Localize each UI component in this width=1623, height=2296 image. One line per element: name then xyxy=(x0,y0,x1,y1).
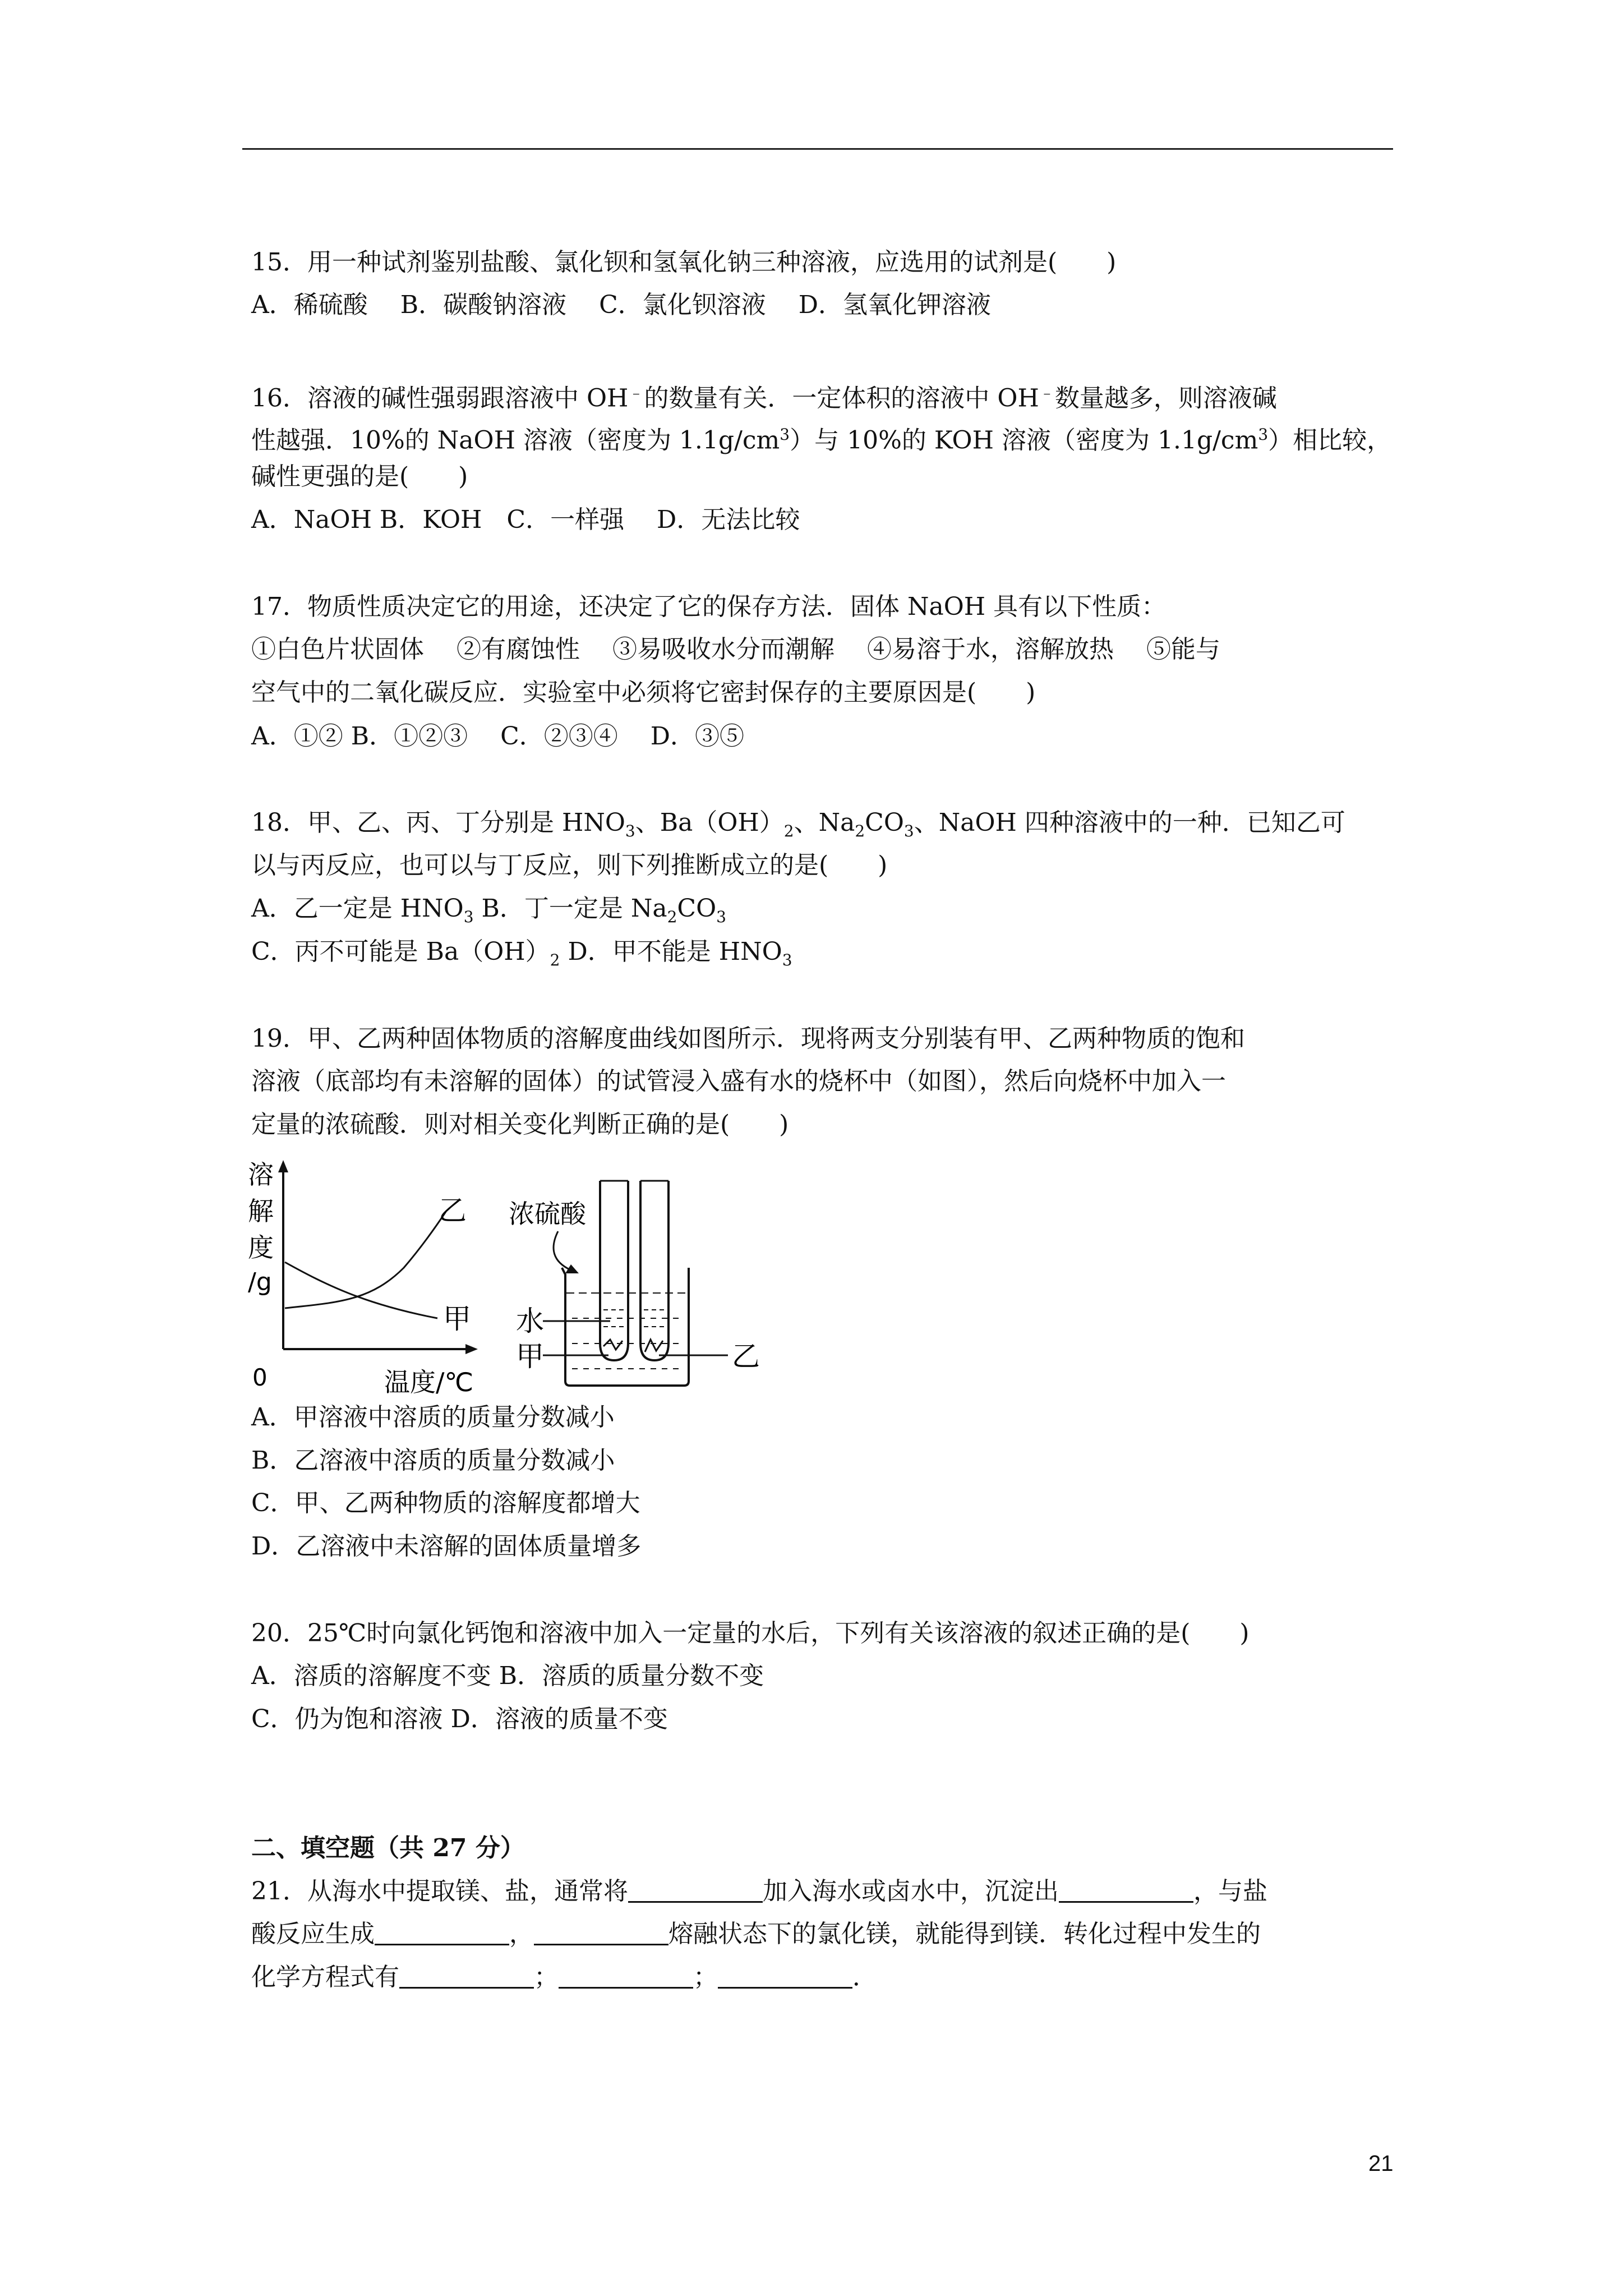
q19-line3: 定量的浓硫酸．则对相关变化判断正确的是( ) xyxy=(251,1110,789,1139)
q19-line2: 溶液（底部均有未溶解的固体）的试管浸入盛有水的烧杯中（如图），然后向烧杯中加入一 xyxy=(251,1067,1226,1096)
q18-line1: 18．甲、乙、丙、丁分别是 $HNO_3$、$Ba(OH)_2$、$Na_2CO_3$、NaOH 四种溶液中的一种．已知乙可 xyxy=(251,808,1345,840)
y-axis-arrow xyxy=(278,1160,288,1172)
q18-options-cd: C．丙不可能是 $Ba(OH)_2$ D．甲不能是 $HNO_3$ xyxy=(251,937,792,969)
q19-option-c: C．甲、乙两种物质的溶解度都增大 xyxy=(251,1489,640,1517)
answer-blank[interactable] xyxy=(628,1879,763,1903)
q17-line1: 17．物质性质决定它的用途，还决定了它的保存方法．固体 NaOH 具有以下性质： xyxy=(251,592,1166,621)
q16-line1: 16．溶液的碱性强弱跟溶液中 OH﹣的数量有关．一定体积的溶液中 OH﹣数量越多，则溶液碱 xyxy=(251,383,1277,413)
test-tube-yi xyxy=(640,1181,668,1360)
q21-line2: 酸反应生成 ， 熔融状态下的氯化镁，就能得到镁．转化过程中发生的 xyxy=(251,1920,1261,1948)
curve-yi-label: 乙 xyxy=(439,1194,467,1227)
q17-line2: ①白色片状固体 ②有腐蚀性 ③易吸收水分而潮解 ④易溶于水，溶解放热 ⑤能与 xyxy=(251,635,1220,664)
header-rule xyxy=(242,148,1393,150)
answer-blank[interactable] xyxy=(1059,1879,1193,1903)
answer-blank[interactable] xyxy=(559,1964,693,1989)
tube-yi-label: 乙 xyxy=(732,1340,760,1373)
solubility-chart xyxy=(248,1159,478,1397)
q15-stem: 15．用一种试剂鉴别盐酸、氯化钡和氢氧化钠三种溶液，应选用的试剂是( ) xyxy=(251,248,1117,277)
q21-line1: 21．从海水中提取镁、盐，通常将 加入海水或卤水中，沉淀出 ，与盐 xyxy=(251,1877,1267,1906)
q16-line3: 碱性更强的是( ) xyxy=(251,462,468,491)
x-axis-arrow xyxy=(465,1344,478,1354)
solid-yi xyxy=(645,1340,663,1352)
q17-options: A．①② B．①②③ C．②③④ D．③⑤ xyxy=(251,722,745,751)
q19-option-b: B．乙溶液中溶质的质量分数减小 xyxy=(251,1446,615,1475)
y-label-1: 溶 xyxy=(248,1159,274,1190)
q20-options-cd: C．仍为饱和溶液 D．溶液的质量不变 xyxy=(251,1705,668,1733)
answer-blank[interactable] xyxy=(534,1921,668,1945)
q19-option-d: D．乙溶液中未溶解的固体质量增多 xyxy=(251,1532,642,1561)
beaker xyxy=(562,1268,689,1386)
acid-label: 浓硫酸 xyxy=(509,1199,586,1229)
section-title: 二、填空题（共 27 分） xyxy=(251,1834,525,1862)
q21-line3: 化学方程式有 ； ； ． xyxy=(251,1963,877,1991)
acid-arrow xyxy=(554,1231,572,1271)
q20-options-ab: A．溶质的溶解度不变 B．溶质的质量分数不变 xyxy=(251,1662,764,1690)
q18-options-ab: A．乙一定是 $HNO_3$ B．丁一定是 $Na_2CO_3$ xyxy=(251,894,726,926)
water-label: 水 xyxy=(516,1305,544,1337)
y-label-3: 度 xyxy=(248,1232,274,1263)
page-number: 21 xyxy=(1368,2151,1394,2176)
origin-label: 0 xyxy=(252,1364,268,1391)
curve-yi xyxy=(285,1212,446,1308)
y-label-4: /g xyxy=(248,1268,272,1296)
curve-jia xyxy=(285,1262,437,1318)
tube-jia-label: 甲 xyxy=(516,1340,544,1373)
answer-blank[interactable] xyxy=(375,1921,509,1945)
q19-option-a: A．甲溶液中溶质的质量分数减小 xyxy=(251,1403,615,1432)
q16-options: A．NaOH B．KOH C．一样强 D．无法比较 xyxy=(251,505,800,534)
test-tube-jia xyxy=(600,1181,628,1360)
q19-line1: 19．甲、乙两种固体物质的溶解度曲线如图所示．现将两支分别装有甲、乙两种物质的饱和 xyxy=(251,1024,1245,1053)
y-label-2: 解 xyxy=(248,1196,274,1226)
answer-blank[interactable] xyxy=(399,1964,534,1989)
q19-figure xyxy=(236,1150,796,1397)
beaker-apparatus xyxy=(509,1181,760,1386)
q15-options: A．稀硫酸 B．碳酸钠溶液 C．氯化钡溶液 D．氢氧化钾溶液 xyxy=(251,291,992,319)
answer-blank[interactable] xyxy=(718,1964,852,1989)
q17-line3: 空气中的二氧化碳反应．实验室中必须将它密封保存的主要原因是( ) xyxy=(251,678,1036,707)
q20-stem: 20．25℃时向氯化钙饱和溶液中加入一定量的水后，下列有关该溶液的叙述正确的是( ) xyxy=(251,1619,1249,1648)
q18-line2: 以与丙反应，也可以与丁反应，则下列推断成立的是( ) xyxy=(251,851,888,880)
x-label: 温度/℃ xyxy=(384,1367,474,1397)
curve-jia-label: 甲 xyxy=(443,1303,471,1335)
q16-line2: 性越强．10%的 NaOH 溶液（密度为 $1.1g/cm^3$）与 10%的 KOH 溶液（密度为 $1.1g/cm^3$）相比较， xyxy=(251,425,1392,455)
solid-jia xyxy=(603,1340,623,1350)
